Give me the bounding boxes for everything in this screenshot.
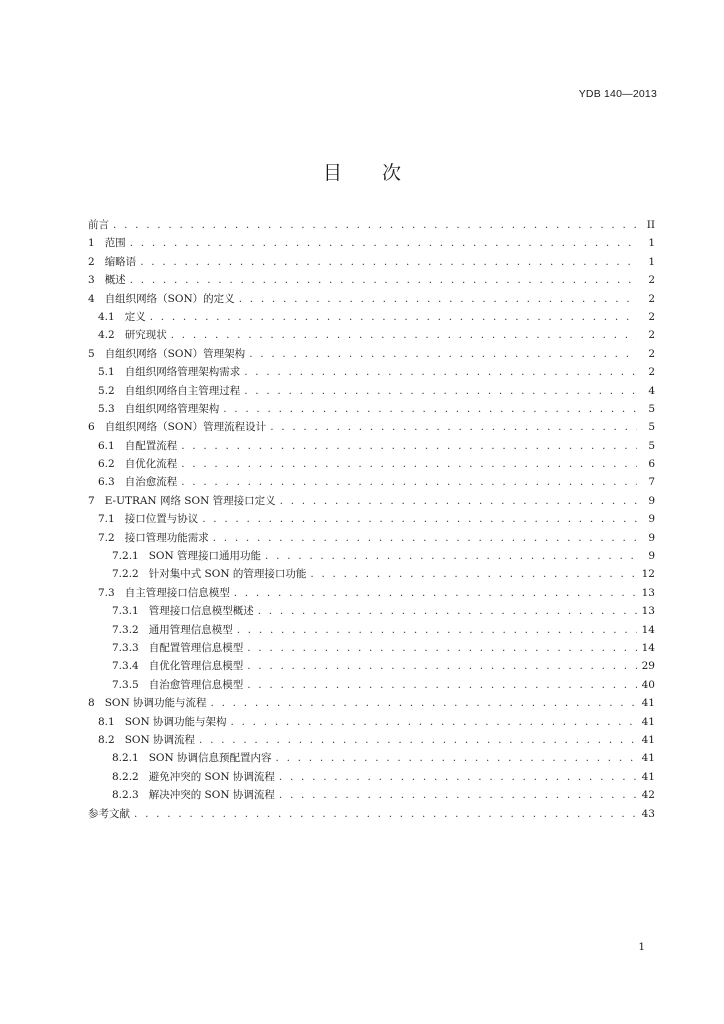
dot-leader <box>247 657 637 675</box>
toc-entry-page: 5 <box>648 439 655 452</box>
dot-leader <box>258 602 637 620</box>
toc-entry[interactable] <box>88 234 655 252</box>
toc-entry-page: 5 <box>648 402 655 415</box>
toc-entry-page: 2 <box>648 329 655 342</box>
toc-entry-label: 接口位置与协议 <box>124 513 199 526</box>
dot-leader <box>279 768 637 786</box>
title-char-left: 目 <box>322 162 342 184</box>
toc-entry[interactable] <box>88 326 655 344</box>
title-char-right: 次 <box>382 162 402 184</box>
toc-entry-label: 针对集中式 SON 的管理接口功能 <box>148 568 307 581</box>
toc-entry-page: 14 <box>641 641 655 654</box>
toc-entry-number: 5.1 <box>98 366 115 379</box>
toc-entry[interactable] <box>88 363 655 381</box>
toc-entry-number: 7.2 <box>98 531 115 544</box>
toc-entry-number: 4.1 <box>98 310 115 323</box>
toc-entry-page: 41 <box>641 715 655 728</box>
toc-entry-label: 接口管理功能需求 <box>124 531 209 544</box>
table-of-contents <box>88 216 655 823</box>
toc-entry-label: 缩略语 <box>104 255 137 268</box>
toc-entry-number: 8 <box>88 697 95 710</box>
toc-entry[interactable] <box>88 731 655 749</box>
toc-entry[interactable] <box>88 621 655 639</box>
toc-entry-label: SON 协调功能与架构 <box>124 715 227 728</box>
toc-entry-number: 7.3.4 <box>112 660 139 673</box>
toc-entry[interactable] <box>88 602 655 620</box>
toc-entry-label: 自配置流程 <box>124 439 178 452</box>
dot-leader <box>244 363 637 381</box>
toc-entry-label: 前言 <box>88 219 109 231</box>
toc-entry[interactable] <box>88 216 655 234</box>
toc-entry[interactable] <box>88 437 655 455</box>
toc-entry-label: 自治愈管理信息模型 <box>148 678 244 691</box>
toc-entry[interactable] <box>88 492 655 510</box>
dot-leader <box>247 676 637 694</box>
toc-entry[interactable] <box>88 510 655 528</box>
toc-entry[interactable] <box>88 382 655 400</box>
toc-entry[interactable] <box>88 565 655 583</box>
toc-entry-number: 5 <box>88 347 95 360</box>
toc-entry-page: 42 <box>641 789 655 802</box>
dot-leader <box>130 271 637 289</box>
toc-entry-page: 4 <box>648 384 655 397</box>
toc-entry[interactable] <box>88 639 655 657</box>
toc-entry-number: 2 <box>88 255 95 268</box>
toc-entry-number: 1 <box>88 237 95 250</box>
dot-leader <box>279 786 637 804</box>
dot-leader <box>234 584 637 602</box>
toc-entry-number: 7.3 <box>98 586 115 599</box>
toc-entry-label: E-UTRAN 网络 SON 管理接口定义 <box>104 494 276 507</box>
toc-entry-page: II <box>646 219 655 231</box>
toc-entry-page: 9 <box>648 531 655 544</box>
toc-entry-label: 自组织网络（SON）的定义 <box>104 292 235 305</box>
toc-entry[interactable] <box>88 529 655 547</box>
toc-entry[interactable] <box>88 676 655 694</box>
dot-leader <box>181 437 637 455</box>
toc-entry-label: SON 管理接口通用功能 <box>148 550 262 563</box>
dot-leader <box>265 547 637 565</box>
toc-entry-number: 7.2.2 <box>112 568 139 581</box>
toc-entry[interactable] <box>88 308 655 326</box>
toc-entry-page: 12 <box>641 568 655 581</box>
dot-leader <box>270 418 637 436</box>
dot-leader <box>247 639 637 657</box>
toc-entry[interactable] <box>88 547 655 565</box>
dot-leader <box>171 326 637 344</box>
toc-entry[interactable] <box>88 657 655 675</box>
toc-entry-label: 自主管理接口信息模型 <box>124 586 230 599</box>
toc-entry-page: 7 <box>648 476 655 489</box>
toc-entry-label: 自治愈流程 <box>124 476 178 489</box>
toc-entry[interactable] <box>88 455 655 473</box>
toc-entry-number: 7.3.1 <box>112 605 139 618</box>
dot-leader <box>223 400 637 418</box>
dot-leader <box>280 492 637 510</box>
toc-entry-number: 8.2.3 <box>112 789 139 802</box>
toc-entry-label: SON 协调流程 <box>124 733 196 746</box>
dot-leader <box>150 308 637 326</box>
dot-leader <box>134 805 637 823</box>
dot-leader <box>140 253 637 271</box>
toc-entry-label: 研究现状 <box>124 329 167 342</box>
toc-entry-number: 6.3 <box>98 476 115 489</box>
dot-leader <box>237 621 637 639</box>
toc-entry[interactable] <box>88 694 655 712</box>
toc-entry[interactable] <box>88 473 655 491</box>
toc-entry[interactable] <box>88 805 655 823</box>
toc-entry[interactable] <box>88 713 655 731</box>
toc-entry[interactable] <box>88 786 655 804</box>
toc-entry-number: 3 <box>88 274 95 287</box>
toc-entry-page: 41 <box>641 770 655 783</box>
toc-entry-number: 8.2.1 <box>112 752 139 765</box>
toc-entry-number: 7.3.3 <box>112 641 139 654</box>
toc-entry-number: 8.2 <box>98 733 115 746</box>
toc-entry-page: 5 <box>648 421 655 434</box>
toc-entry-number: 7.2.1 <box>112 550 139 563</box>
toc-entry-page: 2 <box>648 292 655 305</box>
dot-leader <box>202 510 637 528</box>
toc-entry-number: 5.3 <box>98 402 115 415</box>
toc-entry-page: 14 <box>641 623 655 636</box>
dot-leader <box>113 216 637 234</box>
toc-entry-page: 29 <box>641 660 655 673</box>
toc-entry-number: 7.3.5 <box>112 678 139 691</box>
toc-entry[interactable] <box>88 271 655 289</box>
toc-entry-label: SON 协调功能与流程 <box>104 697 207 710</box>
dot-leader <box>239 290 637 308</box>
dot-leader <box>310 565 637 583</box>
toc-entry-label: 参考文献 <box>88 807 130 820</box>
dot-leader <box>181 455 637 473</box>
toc-entry-number: 6.2 <box>98 458 115 471</box>
toc-entry-number: 8.1 <box>98 715 115 728</box>
dot-leader <box>181 473 637 491</box>
toc-entry[interactable] <box>88 749 655 767</box>
toc-entry-page: 2 <box>648 310 655 323</box>
toc-entry-page: 43 <box>641 807 655 820</box>
toc-entry-number: 8.2.2 <box>112 770 139 783</box>
toc-entry[interactable] <box>88 345 655 363</box>
toc-entry-page: 2 <box>648 347 655 360</box>
document-code: YDB 140—2013 <box>578 88 657 100</box>
toc-entry-page: 2 <box>648 366 655 379</box>
toc-entry-number: 4 <box>88 292 95 305</box>
toc-entry-page: 6 <box>648 458 655 471</box>
toc-entry-label: 自优化流程 <box>124 458 178 471</box>
toc-entry-number: 7 <box>88 494 95 507</box>
page-title <box>0 158 724 185</box>
toc-entry[interactable] <box>88 400 655 418</box>
toc-entry[interactable] <box>88 418 655 436</box>
toc-entry-label: 范围 <box>104 237 126 250</box>
toc-entry-page: 9 <box>648 513 655 526</box>
toc-entry-label: 通用管理信息模型 <box>148 623 233 636</box>
toc-entry-page: 40 <box>641 678 655 691</box>
toc-entry-number: 7.1 <box>98 513 115 526</box>
toc-entry-page: 13 <box>641 586 655 599</box>
toc-entry-page: 9 <box>648 494 655 507</box>
toc-entry-label: SON 协调信息预配置内容 <box>148 752 272 765</box>
toc-entry-label: 自组织网络自主管理过程 <box>124 384 241 397</box>
dot-leader <box>244 382 637 400</box>
dot-leader <box>276 749 637 767</box>
toc-entry[interactable] <box>88 290 655 308</box>
toc-entry-page: 9 <box>648 550 655 563</box>
toc-entry-number: 6.1 <box>98 439 115 452</box>
toc-entry-label: 管理接口信息模型概述 <box>148 605 254 618</box>
dot-leader <box>211 694 637 712</box>
page-number: 1 <box>638 941 645 953</box>
toc-entry-page: 1 <box>648 237 655 250</box>
toc-entry-label: 自组织网络（SON）管理流程设计 <box>104 421 267 434</box>
dot-leader <box>213 529 637 547</box>
toc-entry-label: 自组织网络管理架构 <box>124 402 220 415</box>
toc-entry-number: 4.2 <box>98 329 115 342</box>
toc-entry-page: 1 <box>648 255 655 268</box>
toc-entry-label: 定义 <box>124 310 146 323</box>
toc-entry-label: 自组织网络（SON）管理架构 <box>104 347 246 360</box>
toc-entry-page: 2 <box>648 274 655 287</box>
toc-entry[interactable] <box>88 584 655 602</box>
toc-entry-label: 自配置管理信息模型 <box>148 641 244 654</box>
toc-entry-label: 概述 <box>104 274 126 287</box>
toc-entry-page: 41 <box>641 697 655 710</box>
toc-entry-label: 避免冲突的 SON 协调流程 <box>148 770 275 783</box>
dot-leader <box>130 234 637 252</box>
toc-entry-label: 自优化管理信息模型 <box>148 660 244 673</box>
dot-leader <box>249 345 637 363</box>
toc-entry-number: 5.2 <box>98 384 115 397</box>
toc-entry-page: 41 <box>641 752 655 765</box>
toc-entry[interactable] <box>88 253 655 271</box>
toc-entry-page: 41 <box>641 733 655 746</box>
toc-entry-label: 解决冲突的 SON 协调流程 <box>148 789 275 802</box>
toc-entry-number: 6 <box>88 421 95 434</box>
toc-entry-number: 7.3.2 <box>112 623 139 636</box>
toc-entry[interactable] <box>88 768 655 786</box>
toc-entry-label: 自组织网络管理架构需求 <box>124 366 241 379</box>
toc-entry-page: 13 <box>641 605 655 618</box>
dot-leader <box>199 731 637 749</box>
dot-leader <box>231 713 637 731</box>
